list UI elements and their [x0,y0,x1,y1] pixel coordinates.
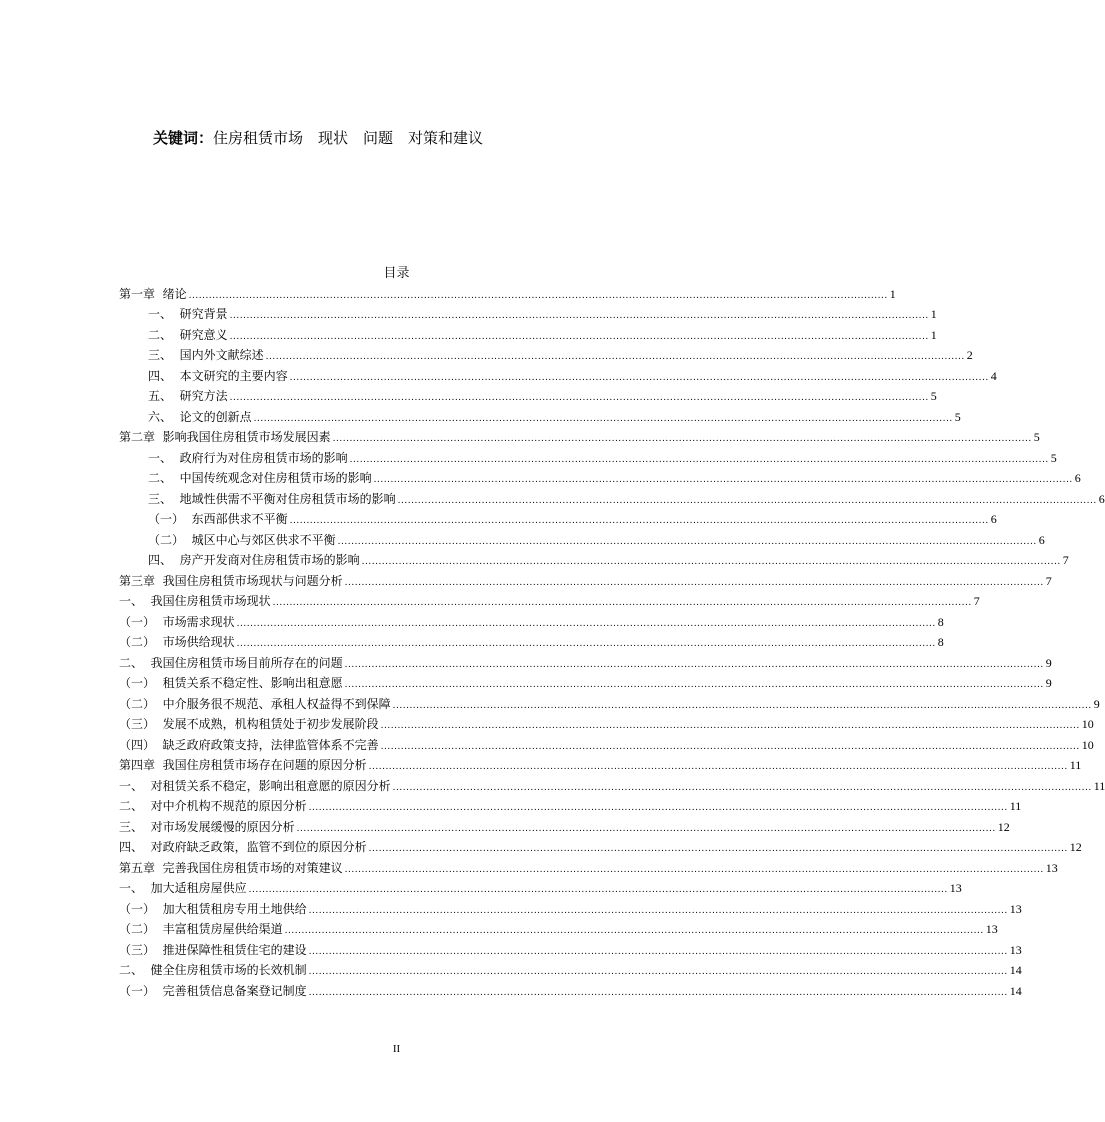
toc-entry-text: 四、 本文研究的主要内容 [148,369,288,383]
toc-entry-page: 1 [930,328,937,342]
toc-leader-dots: ................................................................................................................................................................................................................ [368,844,1068,854]
toc-entry-text: 二、 健全住房租赁市场的长效机制 [119,963,307,977]
toc-leader-dots: ................................................................................................................................................................................................................ [332,434,1032,444]
toc-entry-text: 四、 对政府缺乏政策，监管不到位的原因分析 [119,840,367,854]
toc-entry[interactable] [148,386,937,406]
toc-entry-page: 7 [1045,574,1052,588]
toc-entry[interactable] [148,448,1057,468]
toc-entry-page: 5 [930,389,937,403]
toc-leader-dots: ................................................................................................................................................................................................................ [344,680,1044,690]
toc-entry-page: 14 [1009,963,1022,977]
toc-entry-page: 9 [1045,656,1052,670]
toc-leader-dots: ................................................................................................................................................................................................................ [229,311,929,321]
toc-entry[interactable] [119,714,1094,734]
toc-entry-page: 13 [949,881,962,895]
toc-entry[interactable] [119,817,1010,837]
toc-entry-text: 一、 政府行为对住房租赁市场的影响 [148,451,348,465]
toc-entry[interactable] [119,735,1094,755]
toc-entry[interactable] [148,407,961,427]
toc-entry-page: 9 [1045,676,1052,690]
toc-leader-dots: ................................................................................................................................................................................................................ [344,578,1044,588]
toc-entry-text: （一） 加大租赁租房专用土地供给 [119,902,307,916]
toc-entry-text: 五、 研究方法 [148,389,228,403]
toc-entry-page: 1 [889,287,896,301]
toc-entry-page: 4 [990,369,997,383]
toc-entry-chapter-2[interactable] [119,427,1040,447]
toc-leader-dots: ................................................................................................................................................................................................................ [380,721,1080,731]
toc-entry[interactable] [148,304,937,324]
keywords-terms: 住房租赁市场 现状 问题 对策和建议 [213,129,484,147]
toc-entry-text: （一） 完善租赁信息备案登记制度 [119,984,307,998]
toc-entry[interactable] [119,776,1105,796]
toc-entry-chapter-1[interactable] [119,284,896,304]
toc-entry-text: 四、 房产开发商对住房租赁市场的影响 [148,553,360,567]
toc-entry-text: 第五章 完善我国住房租赁市场的对策建议 [119,861,343,875]
toc-entry-page: 7 [973,594,980,608]
toc-leader-dots: ................................................................................................................................................................................................................ [392,783,1092,793]
toc-entry-text: 第三章 我国住房租赁市场现状与问题分析 [119,574,343,588]
toc-entry-page: 14 [1009,984,1022,998]
toc-leader-dots: ................................................................................................................................................................................................................ [344,660,1044,670]
toc-entry[interactable] [119,940,1022,960]
toc-entry-text: （一） 市场需求现状 [119,615,235,629]
keywords-label: 关键词： [153,129,214,147]
keywords-line [153,127,483,148]
toc-entry-text: （二） 城区中心与郊区供求不平衡 [148,533,336,547]
toc-entry[interactable] [148,509,997,529]
toc-entry-text: （二） 中介服务很不规范、承租人权益得不到保障 [119,697,391,711]
toc-leader-dots: ................................................................................................................................................................................................................ [236,619,936,629]
toc-entry-page: 11 [1009,799,1022,813]
toc-entry[interactable] [119,694,1100,714]
toc-entry-page: 5 [954,410,961,424]
toc-entry-page: 10 [1081,717,1094,731]
toc-leader-dots: ................................................................................................................................................................................................................ [229,332,929,342]
toc-entry[interactable] [119,919,998,939]
toc-entry-text: （四） 缺乏政府政策支持，法律监管体系不完善 [119,738,379,752]
toc-leader-dots: ................................................................................................................................................................................................................ [308,906,1008,916]
toc-entry[interactable] [119,960,1022,980]
toc-entry[interactable] [119,796,1022,816]
toc-entry-page: 6 [1038,533,1045,547]
toc-entry-text: 第四章 我国住房租赁市场存在问题的原因分析 [119,758,367,772]
toc-entry-chapter-3[interactable] [119,571,1052,591]
toc-entry-text: 三、 地域性供需不平衡对住房租赁市场的影响 [148,492,396,506]
toc-leader-dots: ................................................................................................................................................................................................................ [349,455,1049,465]
toc-entry-text: 一、 我国住房租赁市场现状 [119,594,271,608]
toc-entry-page: 5 [1033,430,1040,444]
toc-entry-text: 三、 对市场发展缓慢的原因分析 [119,820,295,834]
toc-entry-text: 二、 我国住房租赁市场目前所存在的问题 [119,656,343,670]
toc-entry-text: （三） 发展不成熟，机构租赁处于初步发展阶段 [119,717,379,731]
toc-entry[interactable] [119,878,962,898]
toc-leader-dots: ................................................................................................................................................................................................................ [308,803,1008,813]
toc-entry-text: 三、 国内外文献综述 [148,348,264,362]
toc-entry-text: 六、 论文的创新点 [148,410,252,424]
toc-entry-page: 13 [1045,861,1058,875]
toc-leader-dots: ................................................................................................................................................................................................................ [308,947,1008,957]
toc-entry-text: 一、 研究背景 [148,307,228,321]
toc-leader-dots: ................................................................................................................................................................................................................ [188,291,888,301]
toc-entry-text: 二、 研究意义 [148,328,228,342]
toc-leader-dots: ................................................................................................................................................................................................................ [308,967,1008,977]
toc-entry[interactable] [119,899,1022,919]
toc-leader-dots: ................................................................................................................................................................................................................ [289,516,989,526]
toc-leader-dots: ................................................................................................................................................................................................................ [392,701,1092,711]
toc-entry-page: 7 [1062,553,1069,567]
toc-entry[interactable] [148,366,997,386]
toc-entry-page: 13 [985,922,998,936]
toc-entry-page: 6 [1074,471,1081,485]
toc-entry-page: 11 [1069,758,1082,772]
toc-entry[interactable] [119,632,944,652]
toc-entry-text: （二） 市场供给现状 [119,635,235,649]
toc-entry-page: 12 [997,820,1010,834]
toc-entry-page: 10 [1081,738,1094,752]
toc-entry-page: 13 [1009,943,1022,957]
toc-entry[interactable] [119,591,980,611]
toc-entry-text: 二、 中国传统观念对住房租赁市场的影响 [148,471,372,485]
toc-entry[interactable] [148,550,1069,570]
toc-entry-page: 13 [1009,902,1022,916]
toc-entry-text: （二） 丰富租赁房屋供给渠道 [119,922,283,936]
toc-leader-dots: ................................................................................................................................................................................................................ [380,742,1080,752]
toc-entry[interactable] [119,612,944,632]
toc-entry[interactable] [119,837,1082,857]
toc-leader-dots: ................................................................................................................................................................................................................ [229,393,929,403]
toc-leader-dots: ................................................................................................................................................................................................................ [397,496,1097,506]
toc-entry-page: 9 [1093,697,1100,711]
toc-entry[interactable] [119,981,1022,1001]
toc-leader-dots: ................................................................................................................................................................................................................ [344,865,1044,875]
toc-entry[interactable] [148,489,1105,509]
toc-entry-page: 6 [1098,492,1105,506]
toc-entry-text: 一、 对租赁关系不稳定，影响出租意愿的原因分析 [119,779,391,793]
toc-leader-dots: ................................................................................................................................................................................................................ [248,885,948,895]
toc-entry-page: 1 [930,307,937,321]
toc-entry-page: 6 [990,512,997,526]
toc-leader-dots: ................................................................................................................................................................................................................ [265,352,965,362]
toc-leader-dots: ................................................................................................................................................................................................................ [296,824,996,834]
toc-entry-text: （一） 东西部供求不平衡 [148,512,288,526]
toc-entry[interactable] [148,530,1045,550]
toc-leader-dots: ................................................................................................................................................................................................................ [236,639,936,649]
toc-leader-dots: ................................................................................................................................................................................................................ [289,373,989,383]
toc-entry-text: 第一章 绪论 [119,287,187,301]
toc-entry[interactable] [119,653,1052,673]
toc-entry[interactable] [148,468,1081,488]
toc-entry-page: 11 [1093,779,1105,793]
toc-leader-dots: ................................................................................................................................................................................................................ [361,557,1061,567]
toc-entry-page: 8 [937,615,944,629]
toc-leader-dots: ................................................................................................................................................................................................................ [337,537,1037,547]
toc-entry-text: 二、 对中介机构不规范的原因分析 [119,799,307,813]
toc-leader-dots: ................................................................................................................................................................................................................ [368,762,1068,772]
toc-entry-page: 8 [937,635,944,649]
toc-leader-dots: ................................................................................................................................................................................................................ [284,926,984,936]
toc-entry-page: 2 [966,348,973,362]
toc-entry-chapter-5[interactable] [119,858,1058,878]
toc-entry[interactable] [148,345,973,365]
toc-entry[interactable] [148,325,937,345]
toc-leader-dots: ................................................................................................................................................................................................................ [253,414,953,424]
toc-entry-text: 第二章 影响我国住房租赁市场发展因素 [119,430,331,444]
toc-title: 目录 [383,266,410,281]
toc-entry-text: （三） 推进保障性租赁住宅的建设 [119,943,307,957]
page-number: II [392,1043,401,1055]
toc-entry-page: 5 [1050,451,1057,465]
toc-leader-dots: ................................................................................................................................................................................................................ [272,598,972,608]
toc-leader-dots: ................................................................................................................................................................................................................ [373,475,1073,485]
toc-entry-text: 一、 加大适租房屋供应 [119,881,247,895]
toc-entry-page: 12 [1069,840,1082,854]
toc-leader-dots: ................................................................................................................................................................................................................ [308,988,1008,998]
toc-entry-chapter-4[interactable] [119,755,1082,775]
toc-entry-text: （一） 租赁关系不稳定性、影响出租意愿 [119,676,343,690]
toc-entry[interactable] [119,673,1052,693]
